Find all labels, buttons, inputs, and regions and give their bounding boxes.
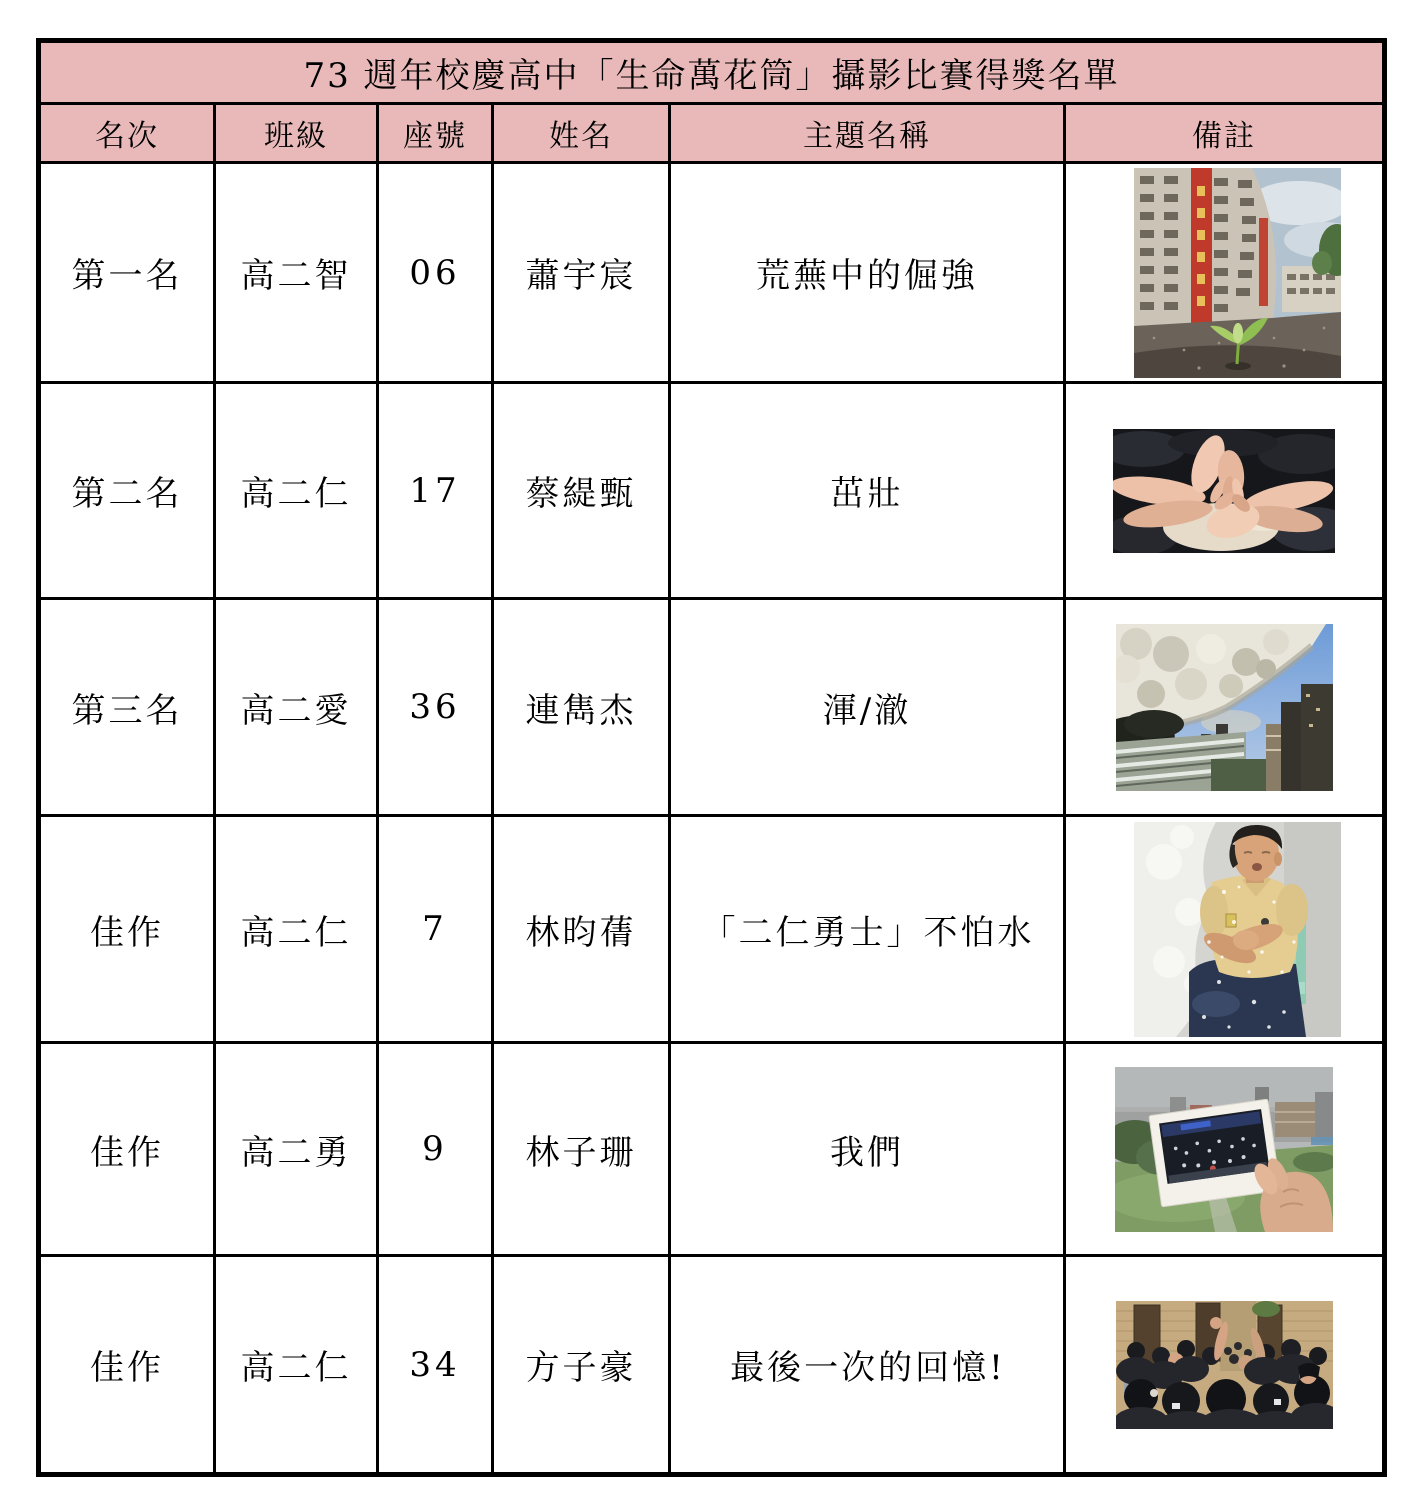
cell-photo xyxy=(1065,383,1385,599)
student-splashed-with-water-on-green-chair-photo xyxy=(1134,822,1341,1037)
cell-rank: 佳作 xyxy=(39,1256,215,1475)
cell-name: 林昀蒨 xyxy=(493,816,670,1043)
cell-theme: 茁壯 xyxy=(670,383,1065,599)
cell-photo xyxy=(1065,1043,1385,1256)
title-row xyxy=(39,41,1385,104)
cell-class: 高二勇 xyxy=(215,1043,378,1256)
hand-holding-instant-photo-over-campus-field-photo xyxy=(1115,1067,1333,1232)
cell-photo xyxy=(1065,163,1385,383)
cell-photo xyxy=(1065,599,1385,816)
cell-rank: 佳作 xyxy=(39,1043,215,1256)
cell-seat: 7 xyxy=(378,816,493,1043)
cell-theme: 荒蕪中的倔強 xyxy=(670,163,1065,383)
cell-seat: 9 xyxy=(378,1043,493,1256)
cell-theme: 「二仁勇士」不怕水 xyxy=(670,816,1065,1043)
table-row xyxy=(39,599,1385,816)
cell-rank: 第三名 xyxy=(39,599,215,816)
cell-theme: 最後一次的回憶! xyxy=(670,1256,1065,1475)
cell-name: 連雋杰 xyxy=(493,599,670,816)
campus-building-with-red-banner-and-sprout-photo xyxy=(1134,168,1341,378)
crowd-of-students-in-brick-courtyard-photo xyxy=(1116,1301,1333,1429)
awards-table xyxy=(36,38,1387,1477)
cell-class: 高二仁 xyxy=(215,383,378,599)
cell-seat: 36 xyxy=(378,599,493,816)
cell-class: 高二智 xyxy=(215,163,378,383)
header-row xyxy=(39,104,1385,163)
cell-name: 蔡緹甄 xyxy=(493,383,670,599)
cell-theme: 我們 xyxy=(670,1043,1065,1256)
table-row xyxy=(39,1043,1385,1256)
cell-seat: 17 xyxy=(378,383,493,599)
cell-rank: 第二名 xyxy=(39,383,215,599)
cell-theme: 渾/澈 xyxy=(670,599,1065,816)
col-header-theme: 主題名稱 xyxy=(670,104,1065,163)
cloud-front-over-city-sky-photo xyxy=(1116,624,1333,791)
col-header-seat: 座號 xyxy=(378,104,493,163)
cell-photo xyxy=(1065,816,1385,1043)
cell-class: 高二愛 xyxy=(215,599,378,816)
cell-name: 林子珊 xyxy=(493,1043,670,1256)
stacked-hands-on-black-fabric-photo xyxy=(1113,429,1335,553)
cell-photo xyxy=(1065,1256,1385,1475)
cell-name: 蕭宇宸 xyxy=(493,163,670,383)
cell-rank: 第一名 xyxy=(39,163,215,383)
page-title: 73 週年校慶高中「生命萬花筒」攝影比賽得獎名單 xyxy=(39,41,1385,104)
cell-name: 方子豪 xyxy=(493,1256,670,1475)
table-row xyxy=(39,816,1385,1043)
col-header-class: 班級 xyxy=(215,104,378,163)
cell-class: 高二仁 xyxy=(215,1256,378,1475)
cell-seat: 06 xyxy=(378,163,493,383)
table-row xyxy=(39,383,1385,599)
table-row xyxy=(39,163,1385,383)
cell-rank: 佳作 xyxy=(39,816,215,1043)
cell-seat: 34 xyxy=(378,1256,493,1475)
cell-class: 高二仁 xyxy=(215,816,378,1043)
col-header-rank: 名次 xyxy=(39,104,215,163)
col-header-remark: 備註 xyxy=(1065,104,1385,163)
table-row xyxy=(39,1256,1385,1475)
col-header-name: 姓名 xyxy=(493,104,670,163)
